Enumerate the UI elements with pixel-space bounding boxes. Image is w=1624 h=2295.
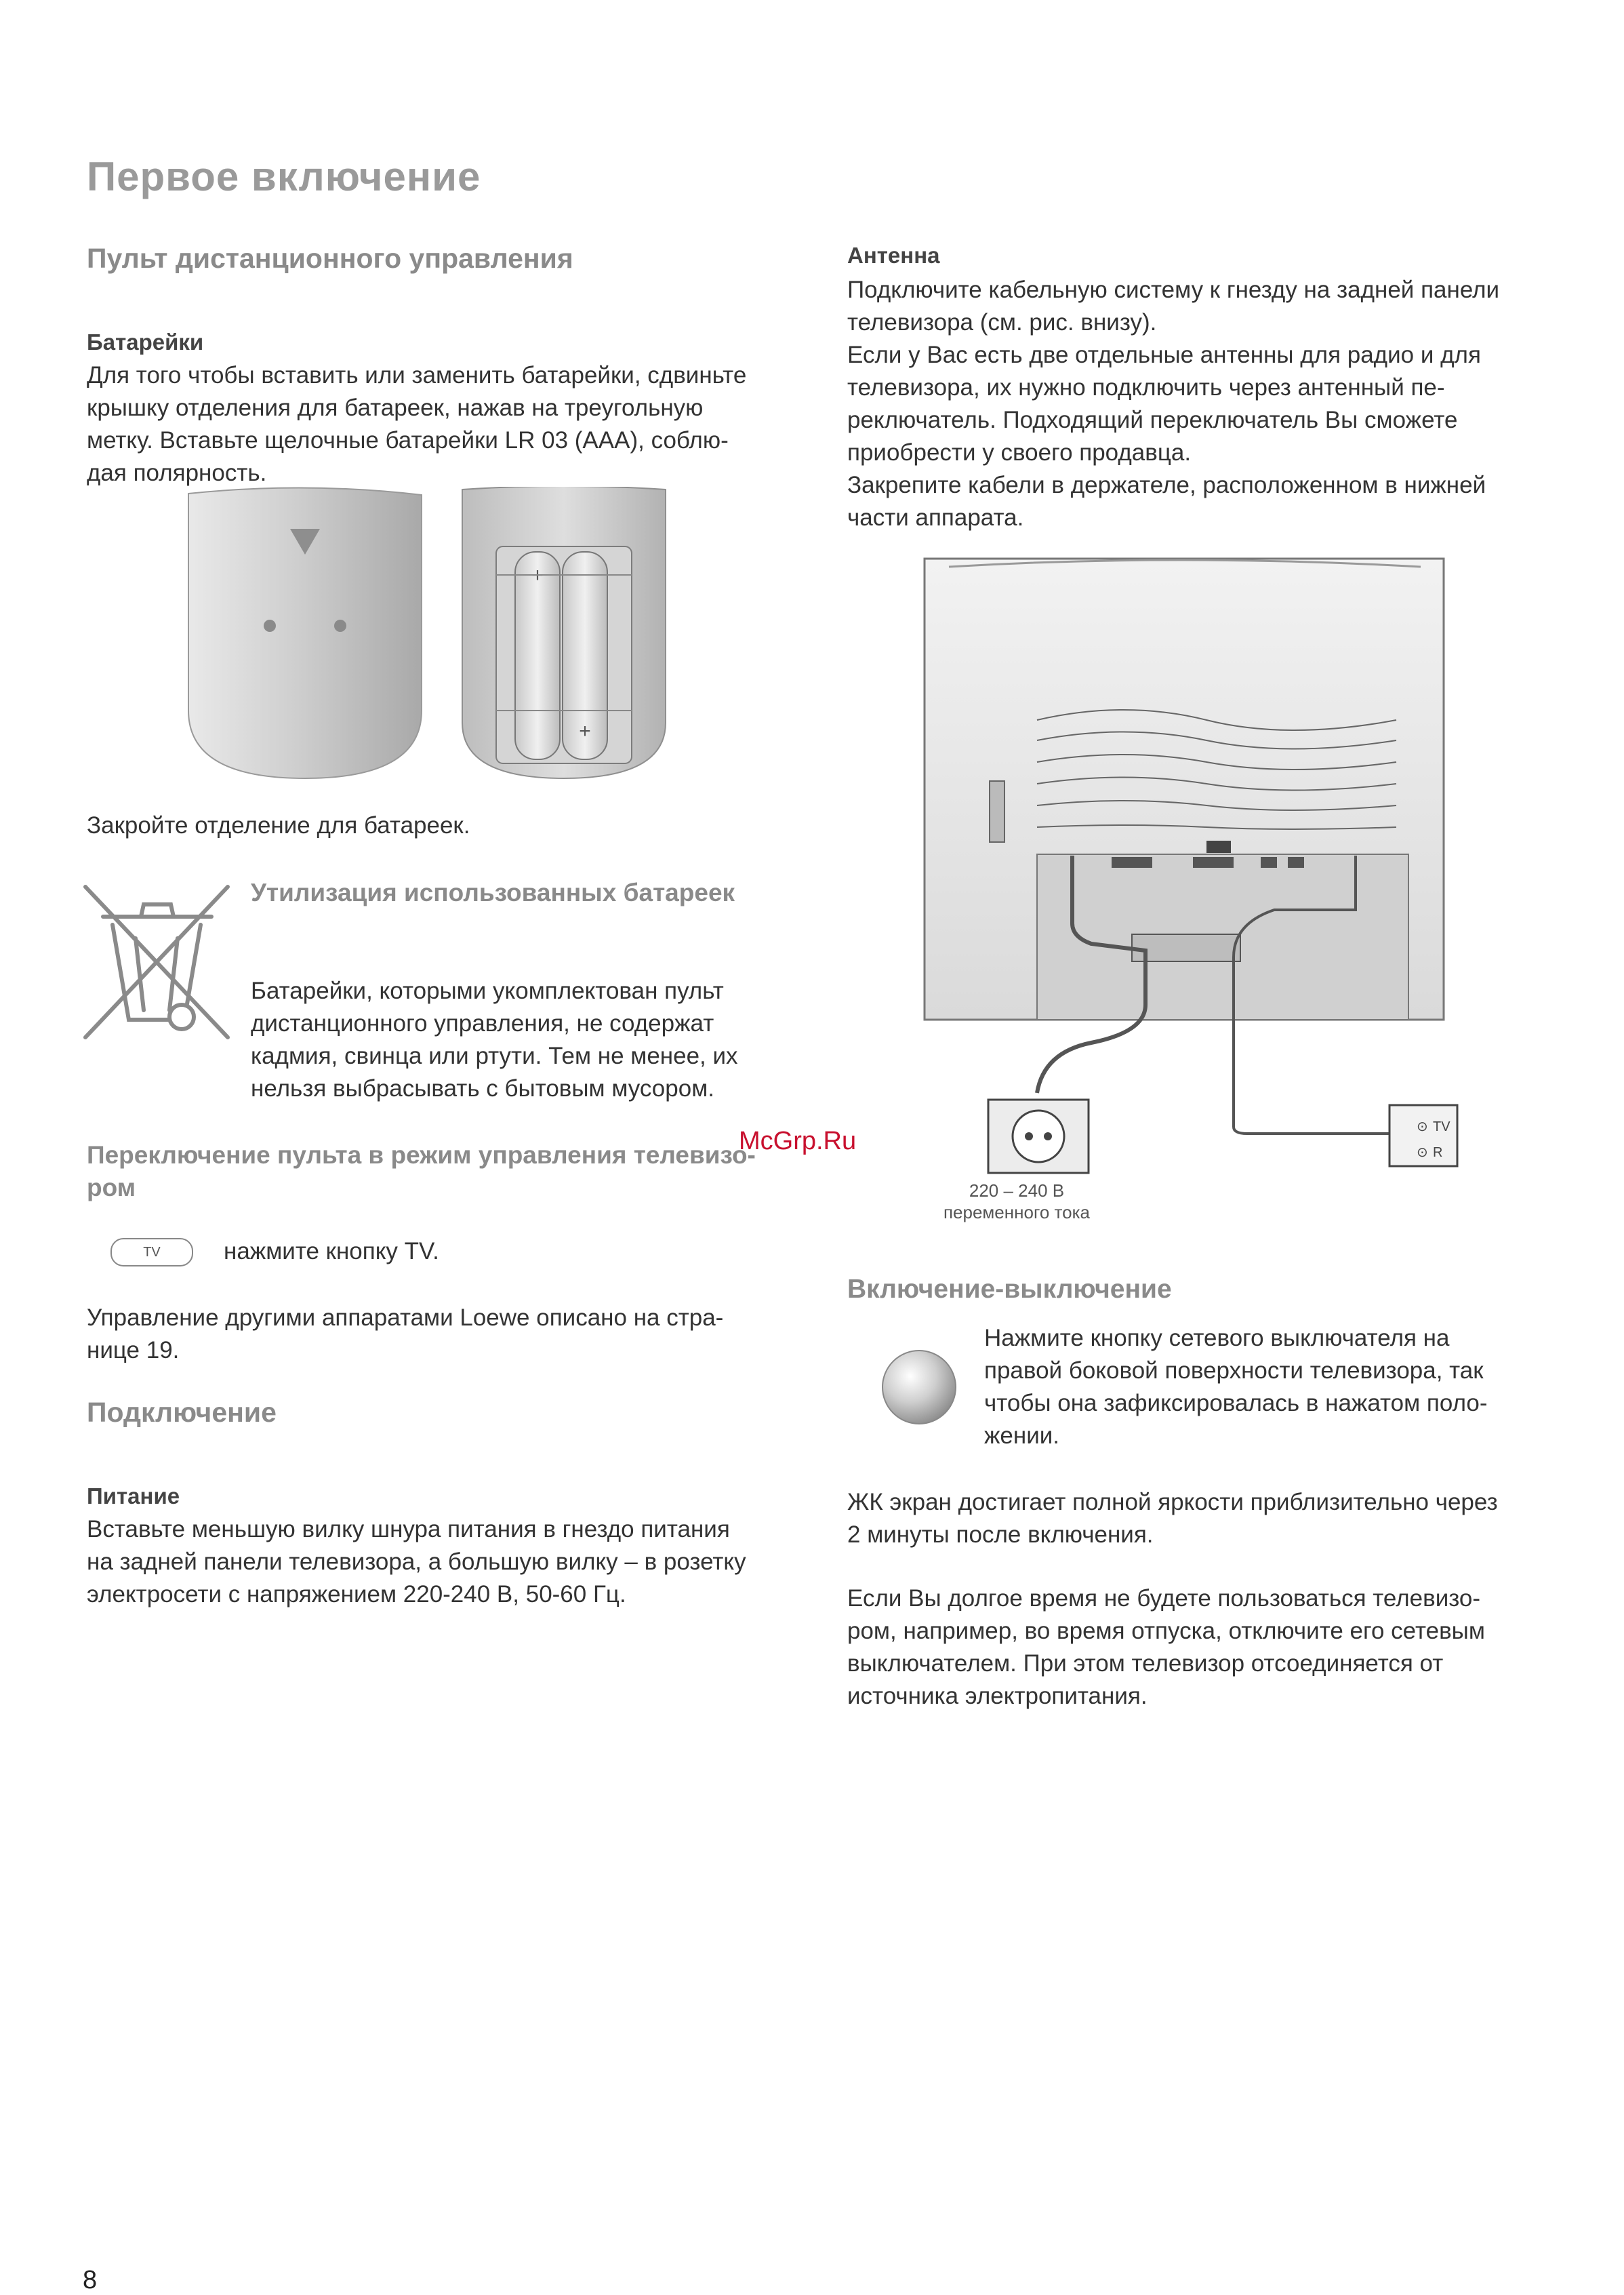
close-compartment-text: Закройте отделение для батареек. <box>87 812 470 839</box>
other-devices-text: Управление другими аппаратами Loewe описано на стра- нице 19. <box>87 1304 724 1363</box>
socket-caption: 220 – 240 В переменного тока <box>943 1180 1091 1222</box>
remote-battery-illustration <box>183 487 671 780</box>
disposal-heading: Утилизация использованных батареек <box>251 879 735 906</box>
tv-button-text: нажмите кнопку TV. <box>224 1238 439 1264</box>
page-title: Первое включение <box>87 154 481 199</box>
battery-compartment-drawing <box>462 487 666 778</box>
power-heading: Питание <box>87 1483 180 1509</box>
antenna-r-label: R <box>1433 1145 1443 1160</box>
antenna-text: Подключите кабельную систему к гнезду на задней панели телевизора (см. рис. внизу). Если у Вас есть две отдельные антенны для радио и для телевизора, их нужно подключить через антенный пе- реключатель. Подходящий переключатель Вы сможете приобрести у своего продавца. Закрепите кабели в держателе, расположенном в нижней части аппарата. <box>847 277 1500 531</box>
antenna-tv-label: TV <box>1433 1119 1450 1134</box>
power-text: Вставьте меньшую вилку шнура питания в гнездо питания на задней панели телевизора, а большую вилку – в розетку электросети с напряжением 220-240 В, 50-60 Гц. <box>87 1516 746 1608</box>
tv-rear-connection-diagram <box>922 557 1532 1181</box>
crossed-bin-icon <box>76 877 237 1047</box>
tv-mode-heading: Переключение пульта в режим управления телевизо- ром <box>87 1141 756 1201</box>
svg-text:+: + <box>579 720 591 742</box>
power-button-icon <box>878 1346 960 1428</box>
onoff-heading: Включение-выключение <box>847 1275 1172 1304</box>
long-absence-text: Если Вы долгое время не будете пользоваться телевизо- ром, например, во время отпуска, отключите его сетевым выключателем. При этом телевизор отсоединяется от источника электропитания. <box>847 1585 1485 1709</box>
onoff-text: Нажмите кнопку сетевого выключателя на правой боковой поверхности телевизора, так чтобы она зафиксировалась в нажатом поло- жении. <box>984 1325 1488 1449</box>
battery-cover-drawing <box>188 487 422 778</box>
disposal-text: Батарейки, которыми укомплектован пульт дистанционного управления, не содержат кадмия, свинца или ртути. Тем не менее, их нельзя выбрасывать с бытовым мусором. <box>251 978 738 1102</box>
batteries-text: Для того чтобы вставить или заменить батарейки, сдвиньте крышку отделения для батареек, нажав на треугольную метку. Вставьте щелочные батарейки LR 03 (AAA), соблю- дая полярность. <box>87 362 747 486</box>
tv-button-icon: TV <box>110 1238 193 1266</box>
watermark[interactable]: McGrp.Ru <box>739 1127 857 1155</box>
svg-text:⊙: ⊙ <box>1417 1119 1428 1134</box>
batteries-heading: Батарейки <box>87 330 204 355</box>
svg-text:⊙: ⊙ <box>1417 1145 1428 1160</box>
page-number: 8 <box>83 2266 98 2294</box>
lcd-brightness-text: ЖК экран достигает полной яркости приблизительно через 2 минуты после включения. <box>847 1489 1498 1548</box>
antenna-heading: Антенна <box>847 243 940 268</box>
cable-holder <box>1132 934 1240 961</box>
connection-heading: Подключение <box>87 1397 277 1428</box>
svg-text:+: + <box>531 564 544 586</box>
remote-heading: Пульт дистанционного управления <box>87 243 573 274</box>
